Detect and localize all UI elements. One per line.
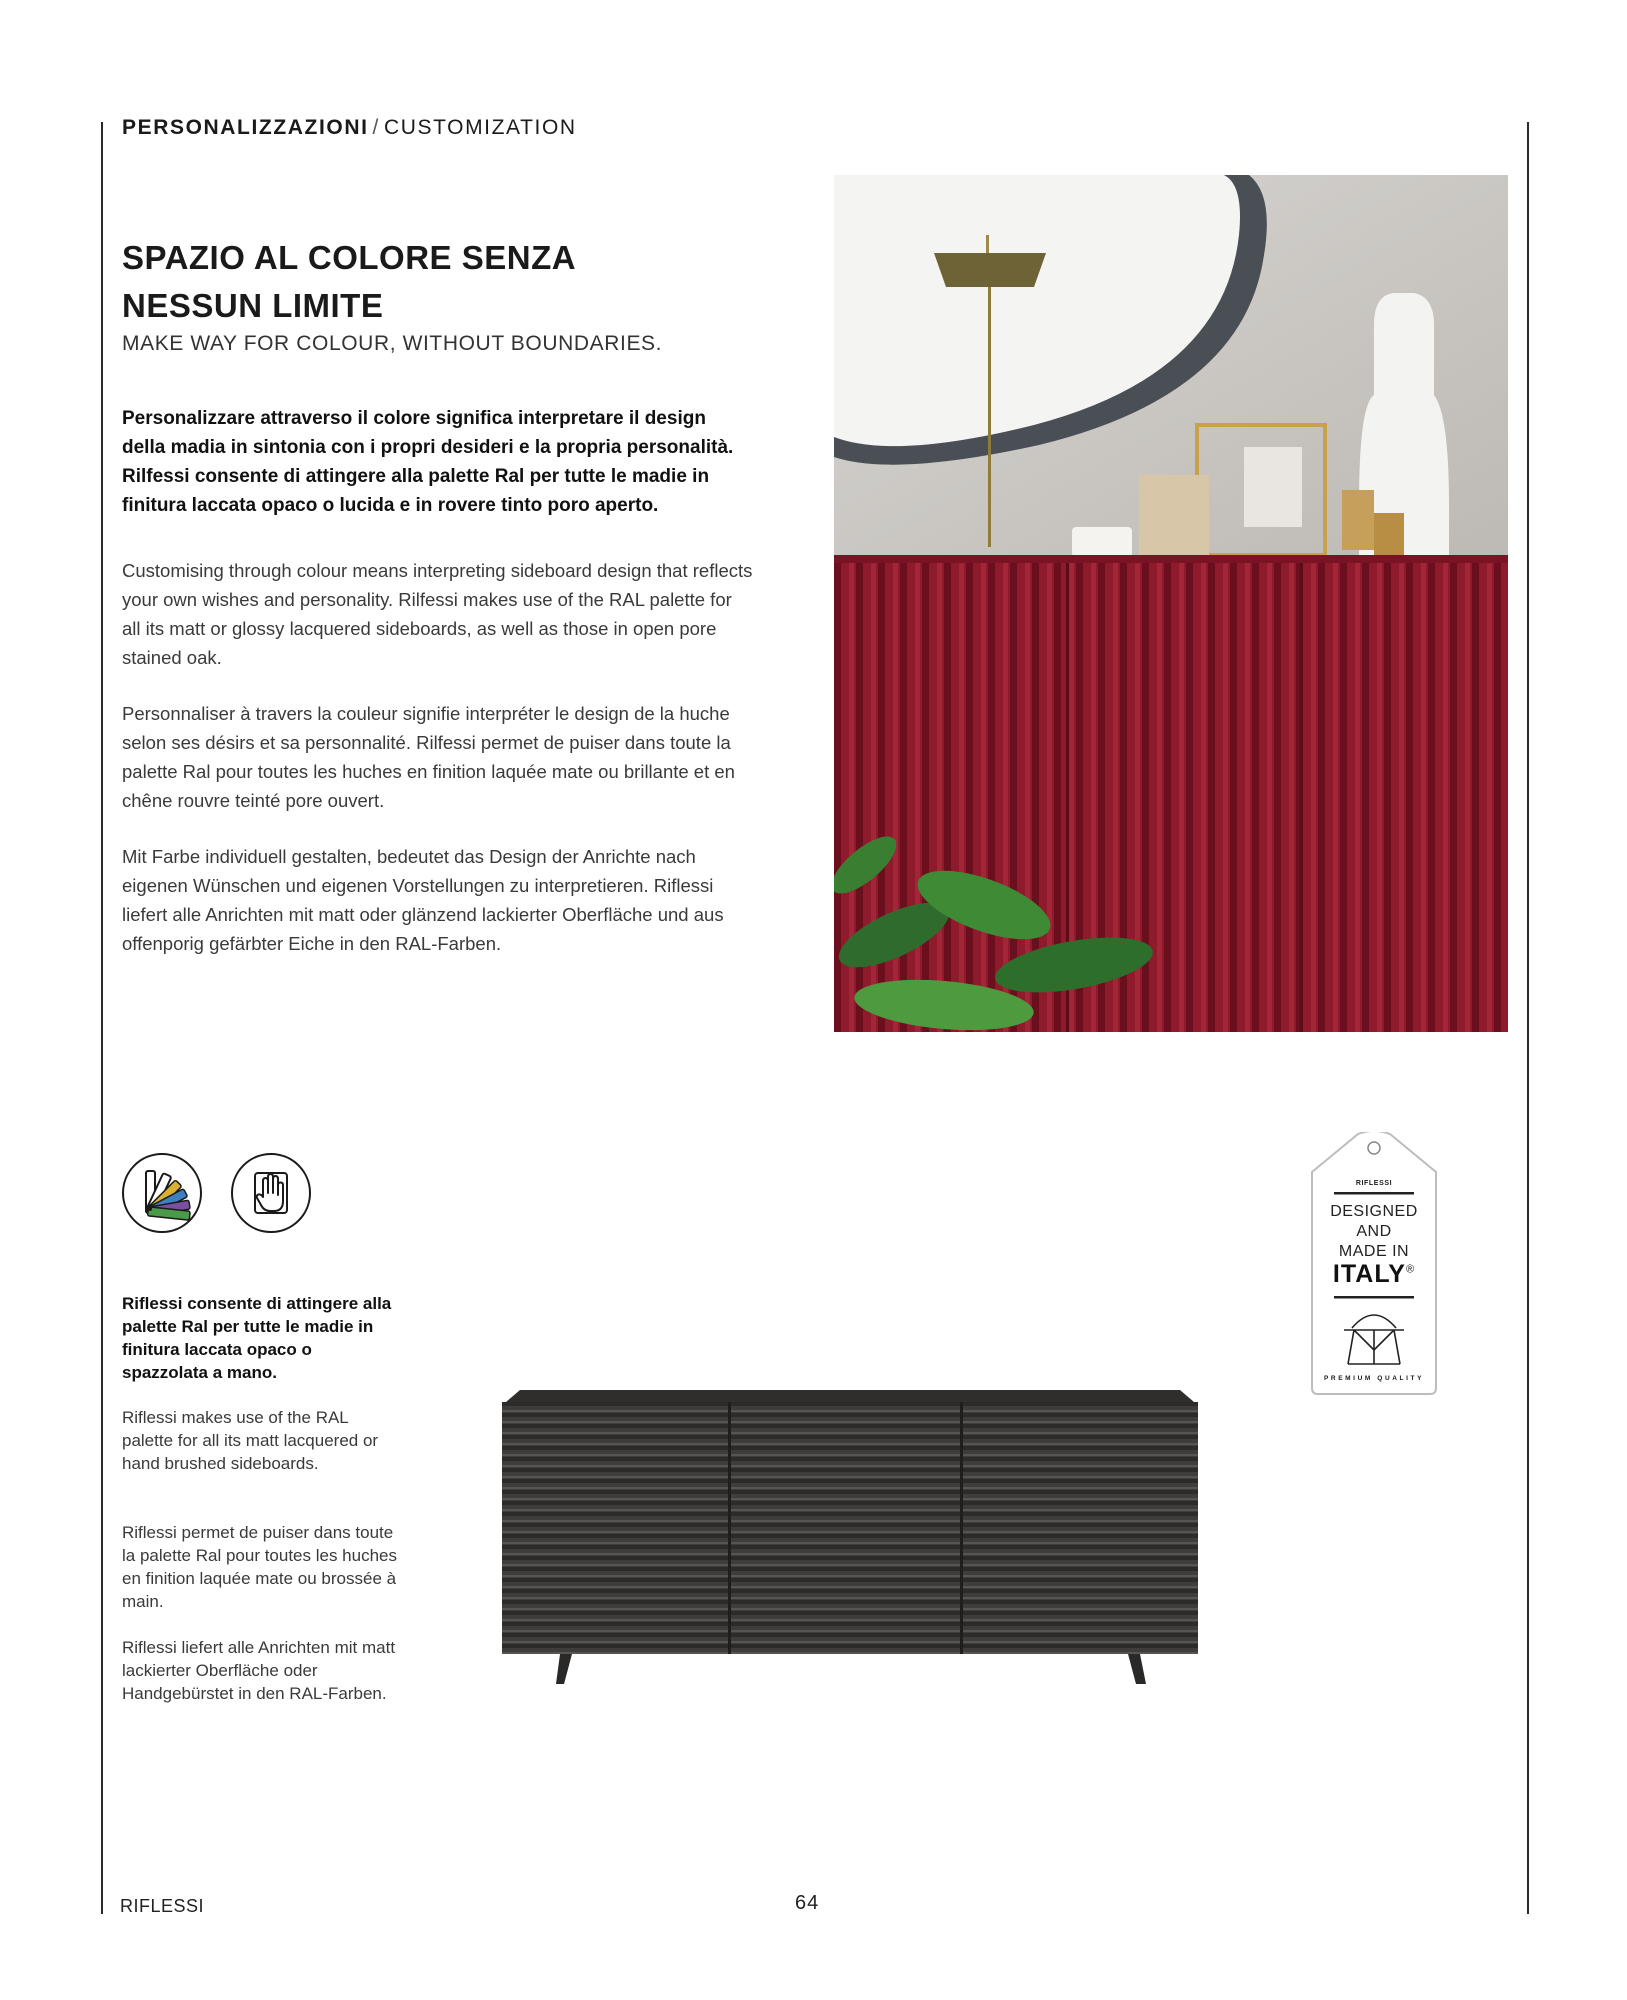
badge-quality: PREMIUM QUALITY — [1323, 1375, 1425, 1382]
sideboard-leg — [1128, 1654, 1146, 1684]
badge-designed-text — [1300, 1202, 1448, 1262]
sideboard-top — [506, 1390, 1194, 1402]
red-ribbed-sideboard — [834, 559, 1508, 1032]
left-border-line — [101, 122, 103, 1914]
sideboard-leg — [556, 1654, 572, 1684]
badge-italy-text: ITALY — [1332, 1260, 1406, 1288]
footer-brand: RIFLESSI — [120, 1896, 205, 1916]
lamp-stem — [988, 287, 991, 547]
sideboard-front — [502, 1402, 1198, 1654]
page-subtitle: MAKE WAY FOR COLOUR, WITHOUT BOUNDARIES. — [122, 332, 663, 355]
badge-italy — [1300, 1260, 1448, 1289]
page-number: 64 — [795, 1892, 820, 1914]
door-seam — [728, 1402, 731, 1654]
side-text-french: Riflessi permet de puiser dans toute la palette Ral pour toutes les huches en finition laquée mate ou brossée à main. — [122, 1523, 398, 1611]
badge-line-3: MADE IN — [1338, 1243, 1410, 1260]
section-title-en: CUSTOMIZATION — [383, 116, 577, 139]
body-text-german: Mit Farbe individuell gestalten, bedeutet das Design der Anrichte nach eigenen Wünschen und eigenen Vorstellungen zu interpretieren. Riflessi liefert alle Anrichten mit matt oder glänzend lackierter Oberfläche und aus offenporig gefärbter Eiche in den RAL-Farben. — [122, 846, 724, 954]
side-text-italian: Riflessi consente di attingere alla palette Ral per tutte le madie in finitura laccata opaco o spazzolata a mano. — [122, 1294, 392, 1382]
product-sideboard-photo — [490, 1380, 1210, 1710]
badge-brand: RIFLESSI — [1355, 1180, 1393, 1187]
section-title-it: PERSONALIZZAZIONI — [122, 116, 369, 139]
white-dish — [1072, 527, 1132, 557]
section-separator: / — [372, 116, 380, 139]
title-line-1: SPAZIO AL COLORE SENZA — [122, 239, 577, 276]
sideboard-illustration — [490, 1380, 1210, 1710]
side-text-english: Riflessi makes use of the RAL palette for all its matt lacquered or hand brushed sideboards. — [122, 1408, 379, 1473]
badge-line-1: DESIGNED — [1330, 1203, 1418, 1220]
hand-brushed-icon — [231, 1153, 311, 1233]
box — [1139, 475, 1209, 555]
page-title — [122, 234, 742, 330]
right-border-line — [1527, 122, 1529, 1914]
candle-holder-1 — [1342, 490, 1374, 550]
title-line-2: NESSUN LIMITE — [122, 287, 384, 324]
side-text-german: Riflessi liefert alle Anrichten mit matt lackierter Oberfläche oder Handgebürstet in den RAL-Farben. — [122, 1638, 396, 1703]
hero-photo — [834, 175, 1508, 1032]
badge-registered: ® — [1405, 1263, 1416, 1276]
candle-holder-2 — [1374, 513, 1404, 555]
made-in-italy-badge — [1300, 1132, 1448, 1396]
body-text-english: Customising through colour means interpreting sideboard design that reflects your own wishes and personality. Rilfessi makes use of the RAL palette for all its matt or glossy lacquered sideboards, as well as those in open pore stained oak. — [122, 560, 753, 668]
color-palette-icon — [122, 1153, 202, 1233]
badge-line-2: AND — [1356, 1223, 1392, 1240]
body-text-italian: Personalizzare attraverso il colore significa interpretare il design della madia in sintonia con i propri desideri e la propria personalità. Rilfessi consente di attingere alla palette Ral per tutte le madie in finitura laccata opaco o lucida e in rovere tinto poro aperto. — [122, 408, 734, 516]
section-header — [122, 116, 577, 140]
lamp-shade — [934, 253, 1046, 287]
door-seam — [960, 1402, 963, 1654]
body-text-french: Personnaliser à travers la couleur signifie interpréter le design de la huche selon ses désirs et sa personnalité. Rilfessi permet de puiser dans toute la palette Ral pour toutes les huches en finition laquée mate ou brillante et en chêne rouvre teinté pore ouvert. — [122, 703, 735, 811]
hero-illustration — [834, 175, 1508, 1032]
sculpture — [1244, 447, 1302, 527]
